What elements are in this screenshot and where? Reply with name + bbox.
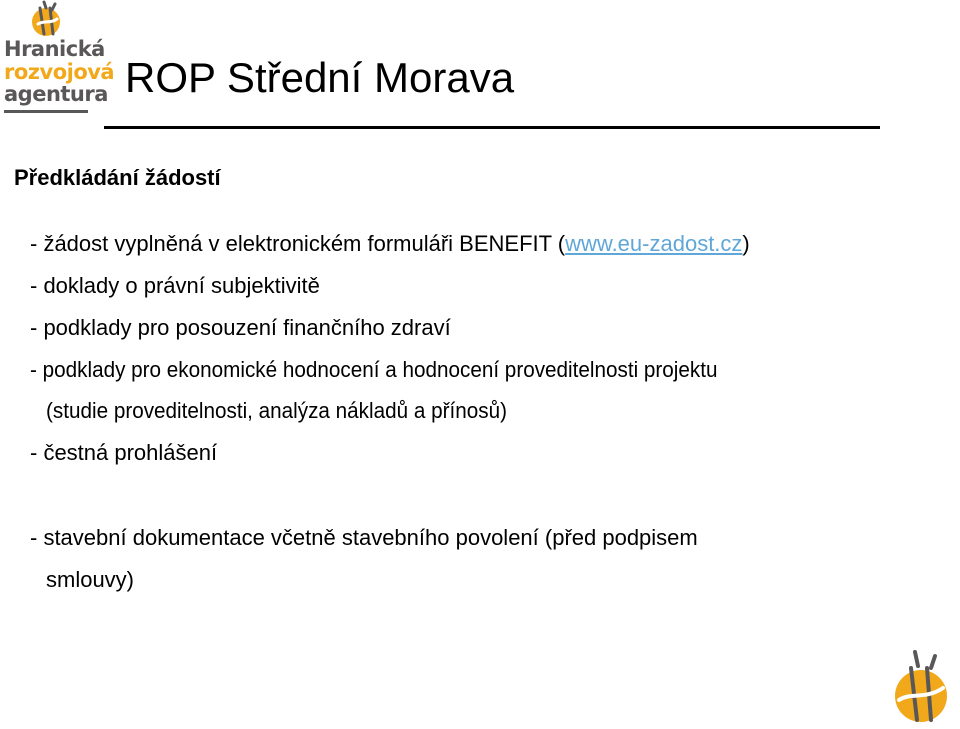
list-item	[30, 230, 750, 258]
list-item-continuation: (studie proveditelnosti, analýza nákladů a přínosů)	[46, 398, 507, 423]
list-item: - stavební dokumentace včetně stavebního povolení (před podpisem	[30, 525, 698, 550]
title-divider	[104, 126, 880, 129]
logo-text-line1: Hranická	[4, 37, 105, 61]
slide-subtitle: Předkládání žádostí	[14, 165, 221, 190]
list-item-text: - žádost vyplněná v elektronickém formuláři BENEFIT (	[30, 231, 566, 256]
list-item: - podklady pro posouzení finančního zdraví	[30, 315, 451, 340]
agency-logo	[0, 0, 115, 118]
list-item-continuation: smlouvy)	[46, 567, 135, 592]
list-item: - podklady pro ekonomické hodnocení a hodnocení proveditelnosti projektu	[30, 357, 718, 382]
list-item-text-suffix: )	[742, 231, 750, 256]
slide-title: ROP Střední Morava	[125, 54, 515, 101]
logo-text-line3: agentura	[4, 82, 108, 106]
list-item: - doklady o právní subjektivitě	[30, 273, 320, 298]
corner-emblem-icon	[885, 648, 957, 726]
logo-text-line2: rozvojová	[4, 60, 115, 84]
logo-emblem-icon	[0, 0, 100, 40]
list-item: - čestná prohlášení	[30, 440, 218, 465]
eu-zadost-link[interactable]: www.eu-zadost.cz	[565, 231, 743, 256]
logo-underline	[4, 110, 88, 113]
